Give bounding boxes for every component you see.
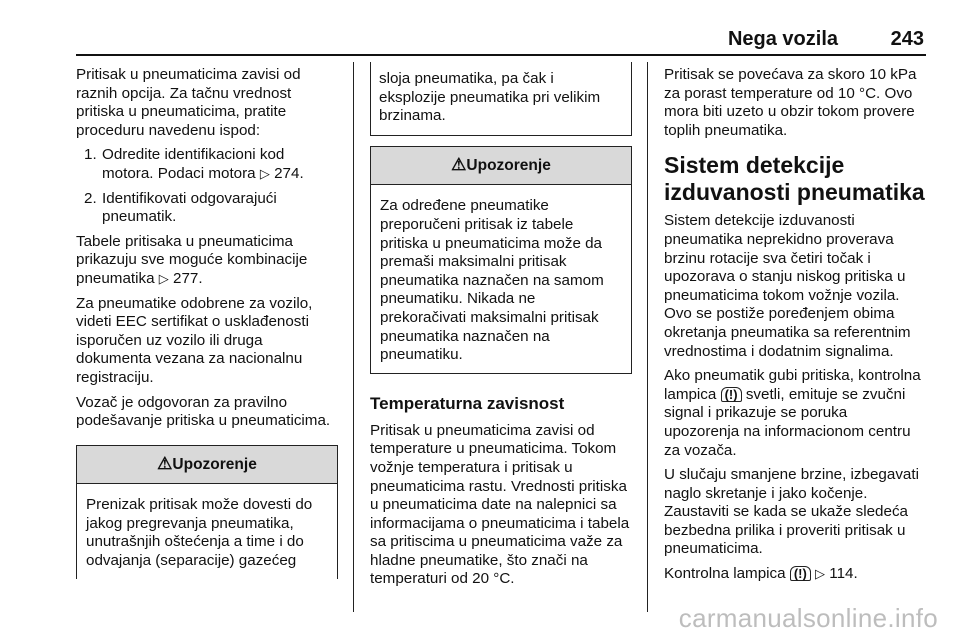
procedure-steps [76,146,338,226]
warning-body: Za određene pneumatike preporučeni pritisak iz tabele pritiska u pneumaticima može da premaši maksimalni pritisak pneumatika naznačen na samom pneumatiku. Nikada ne prekoračivati maksimalni pritisak pneumatika naznačen na pneumatiku. [380,197,604,364]
column-right [664,66,926,590]
increase-paragraph: Pritisak se povećava za skoro 10 kPa za porast temperature od 10 °C. Ovo mora biti uzeto u obzir tokom provere toplih pneumatika. [664,66,917,139]
intro-paragraph: Pritisak u pneumaticima zavisi od raznih opcija. Za tačnu vrednost pritiska u pneumaticima, pratite proceduru navedenu ispod: [76,66,301,139]
speed-paragraph: U slučaju smanjene brzine, izbegavati naglo skretanje i jako kočenje. Zaustaviti se kada se ukaže sledeća bezbedna prilika i proveriti pritisak u pneumaticima. [664,466,919,558]
page-number: 243 [890,28,924,50]
warning-header: ⚠Upozorenje [77,446,337,485]
system-paragraph: Sistem detekcije izduvanosti pneumatika neprekidno proverava brzinu rotacije sva četiri točak i upozorava o stanju niskog pritiska u pneumaticima tokom vožnje vozila. Ovo se postiže poređenjem obima okretanja pneumatika sa referentnim vrednostima i dodatnim signalima. [664,212,911,360]
column-separator [353,62,354,612]
watermark: carmanualsonline.info [678,603,938,633]
warning-header: ⚠Upozorenje [371,147,631,186]
driver-paragraph: Vozač je odgovoran za pravilno podešavanje pritiska u pneumaticima. [76,393,331,430]
warning-triangle-icon: ⚠ [157,453,173,473]
list-item: 2. Identifikovati odgovarajući pneumatik. [84,189,277,226]
warning-box [76,445,338,579]
warning-box [370,146,632,374]
page-reference-link[interactable]: 277. [173,269,203,287]
lamp-paragraph: Kontrolna lampica (!) ▷ 114. [664,565,858,583]
page-reference-icon: ▷ [259,165,270,181]
warning-body: sloja pneumatika, pa čak i eksplozije pneumatika pri velikim brzinama. [379,70,601,125]
page-reference-link[interactable]: 114. [829,565,858,583]
section-heading: Sistem detekcije izduvanosti pneumatika [664,152,925,206]
column-middle [370,68,632,595]
page-header-title: Nega vozila [727,28,838,50]
table-paragraph: Tabele pritisaka u pneumaticima prikazuju sve moguće kombinacije pneumatika ▷ 277. [76,232,308,287]
column-separator [647,62,648,612]
warning-triangle-icon: ⚠ [451,154,467,174]
page-reference-link[interactable]: 274. [274,164,304,182]
list-item: 1. Odredite identifikacioni kod motora. Podaci motora ▷ 274. [84,146,304,182]
subheading: Temperaturna zavisnost [370,393,565,413]
tire-pressure-warning-icon: (!) [790,566,811,581]
page-reference-icon: ▷ [815,566,826,582]
pressure-loss-paragraph: Ako pneumatik gubi pritiska, kontrolna lampica (!) svetli, emituje se zvučni signal i prikazuje se poruka upozorenja na informacionom centru za vozača. [664,367,921,459]
column-left [76,66,338,587]
warning-box-continued [370,62,632,136]
header-rule [76,54,926,56]
page-reference-icon: ▷ [158,270,169,286]
tire-pressure-warning-icon: (!) [721,387,742,402]
temperature-paragraph: Pritisak u pneumaticima zavisi od temperature u pneumaticima. Tokom vožnje temperatura i pritisak u pneumaticima rastu. Vrednosti pritiska u pneumaticima date na nalepnici sa informacijama o pneumaticima i tabela sa pritiscima u pneumaticima važe za hladne pneumatike, što znači na temperaturi od 20 °C. [370,421,630,588]
eec-paragraph: Za pneumatike odobrene za vozilo, videti EEC sertifikat o usklađenosti isporučen uz vozilo ili druga dokumenta vezana za nacionalnu registraciju. [76,294,313,386]
warning-body: Prenizak pritisak može dovesti do jakog pregrevanja pneumatika, unutrašnjih oštećenja a time i do odvajanja (separacije) gazećeg [86,496,313,570]
